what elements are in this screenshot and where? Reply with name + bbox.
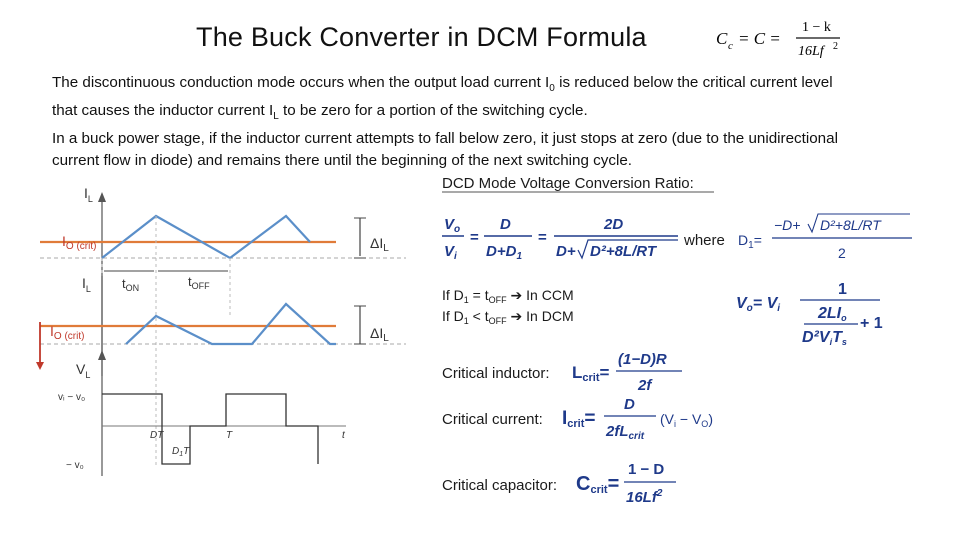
svg-text:D²ViTs: D²ViTs (802, 329, 847, 347)
critical-current-label: Critical current: (442, 411, 543, 428)
svg-text:−D+: −D+ (774, 217, 801, 233)
intro-line-1: The discontinuous conduction mode occurs when the output load current $I_0$ is reduced below the critical current level (52, 74, 833, 95)
svg-text:2fLcrit: $2fL_{crit}$ (606, 423, 645, 442)
dil-bottom-label: $\Delta I_L$ (370, 325, 389, 344)
svg-text:D+: D+ (556, 243, 576, 260)
t-axis-label: t (342, 430, 345, 441)
io-crit-bottom-label: $I_{O (crit)}$ (50, 323, 85, 342)
svg-text:16Lf2: 16Lf$^2$ (626, 488, 663, 506)
slide-title: The Buck Converter in DCM Formula (196, 22, 647, 52)
svg-text:1: 1 (838, 281, 847, 298)
where-label: where (684, 232, 725, 249)
eq1 (442, 216, 678, 262)
eq2 (736, 281, 883, 347)
hf-exp: 2 (833, 41, 838, 52)
intro-paragraph (52, 72, 932, 172)
il-mid-label: $I_L$ (82, 275, 91, 294)
svg-text:Lcrit=: Lcrit= (572, 363, 610, 384)
svg-text:2: 2 (838, 245, 846, 261)
svg-text:D²+8L/RT: D²+8L/RT (820, 217, 881, 233)
svg-text:If D1 < tOFF ➔ In DCM: If $D_1 < t_{OFF}$ ➔ In DCM (442, 308, 574, 326)
vl-axis-arrow (98, 350, 106, 360)
svg-text:=: = (538, 229, 547, 246)
vi-minus-vo-label: vᵢ − v₀ (58, 392, 86, 403)
critical-inductor-formula (572, 351, 682, 394)
dcm-heading: DCD Mode Voltage Conversion Ratio: (442, 175, 694, 192)
waveform-diagram (36, 176, 406, 506)
svg-text:D²+8L/RT: D²+8L/RT (590, 243, 656, 260)
svg-text:2f: 2f (638, 377, 652, 394)
svg-text:Icrit=: Icrit= (562, 408, 596, 430)
critical-capacitor-formula (576, 461, 676, 506)
hf-num: 1 − k (802, 20, 831, 35)
d1-formula (738, 214, 912, 261)
hf-c-sub: c (728, 40, 733, 52)
svg-text:Vo= Vi: Vo= Vi (736, 295, 781, 314)
hf-mid: = C = (738, 29, 781, 48)
io-crit-arrowhead (36, 362, 44, 370)
intro-line-3: In a buck power stage, if the inductor current attempts to fall below zero, it just stops at zero (due to the unidirectional (52, 130, 838, 148)
dt-label: DT (150, 430, 164, 441)
header-formula (712, 14, 852, 60)
intro-line-2: that causes the inductor current $I_L$ to be zero for a portion of the switching cycle. (52, 102, 588, 123)
svg-text:If D1 = tOFF ➔ In CCM: If $D_1 = t_{OFF}$ ➔ In CCM (442, 287, 574, 305)
vl-waveform (102, 394, 318, 464)
svg-text:D: D (500, 216, 511, 233)
hf-den: 16Lf (798, 44, 824, 59)
svg-text:(1−D)R: (1−D)R (618, 351, 667, 368)
cases (442, 287, 574, 326)
il-axis-arrow (98, 192, 106, 202)
svg-text:(Vi − VO): $(V_i - V_O)$ (660, 411, 713, 429)
hf-c: C (716, 29, 728, 48)
t-period-label: T (226, 430, 233, 441)
toff-label: $t_{OFF}$ (188, 274, 210, 291)
ton-label: $t_{ON}$ (122, 276, 140, 293)
io-crit-top-label: $I_{O (crit)}$ (62, 233, 97, 252)
svg-text:+ 1: + 1 (860, 315, 883, 332)
svg-text:D+D1: $D+D_1$ (486, 243, 522, 262)
svg-text:D: D (624, 396, 635, 413)
critical-inductor-label: Critical inductor: (442, 365, 550, 382)
svg-text:1 − D: 1 − D (628, 461, 665, 478)
intro-line-4: current flow in diode) and remains there until the beginning of the next switching cycle. (52, 152, 632, 170)
minus-vo-label: − v₀ (66, 460, 84, 471)
bottom-current-waveform (126, 304, 336, 344)
d1t-label: $D_1T$ (172, 446, 190, 458)
svg-text:Ccrit=: Ccrit= (576, 473, 620, 496)
top-current-waveform (102, 216, 310, 258)
dil-top-label: $\Delta I_L$ (370, 235, 389, 254)
il-axis-label: $I_L$ (84, 185, 93, 204)
vl-label: $V_L$ (76, 361, 91, 380)
svg-text:Vo: $V_o$ (444, 216, 461, 235)
critical-capacitor-label: Critical capacitor: (442, 477, 558, 494)
svg-text:2D: 2D (604, 216, 624, 233)
critical-current-formula (562, 396, 713, 442)
svg-text:=: = (470, 229, 479, 246)
svg-text:2LIo: 2LIo (818, 305, 847, 323)
svg-text:Vi: $V_i$ (444, 243, 457, 262)
equations-panel (420, 166, 950, 506)
svg-text:D1=: $D_1=$ (738, 232, 762, 251)
